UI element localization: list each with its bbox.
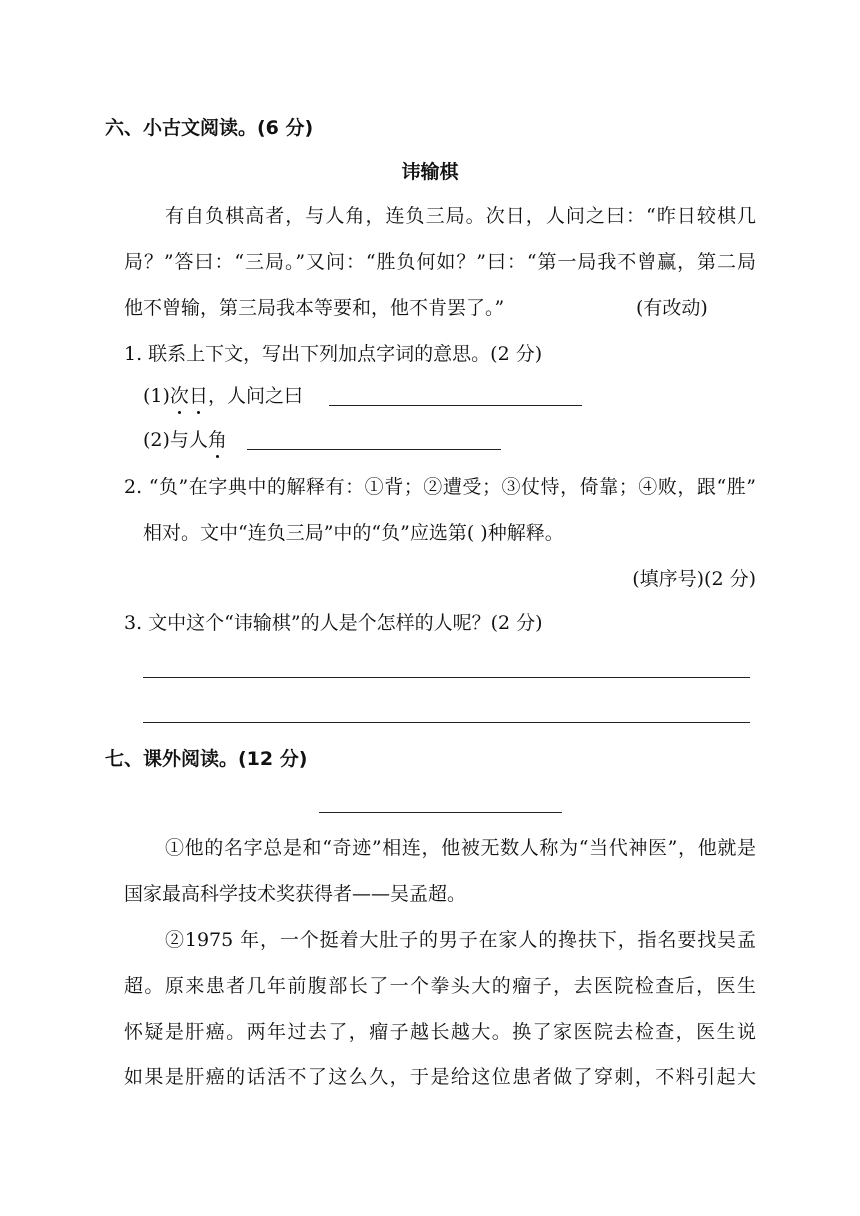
dotted-char-ri: 日 bbox=[188, 385, 208, 407]
answer-line-1-2[interactable] bbox=[247, 449, 501, 450]
passage-line-1: 有自负棋高者，与人角，连负三局。次日，人问之曰：“昨日较棋几 bbox=[165, 205, 756, 227]
p2-line-2: 超。原来患者几年前腹部长了一个拳头大的瘤子，去医院检查后，医生 bbox=[124, 975, 756, 997]
dotted-char-jiao: 角 bbox=[207, 429, 227, 451]
answer-line-3-2[interactable] bbox=[143, 722, 750, 723]
passage-source-note: (有改动) bbox=[636, 297, 708, 319]
p2-line-3: 怀疑是肝癌。两年过去了，瘤子越长越大。换了家医院去检查，医生说 bbox=[124, 1021, 756, 1043]
passage-line-3: 他不曾输，第三局我本等要和，他不肯罢了。” bbox=[124, 297, 505, 319]
item-1-rest: ，人问之曰 bbox=[207, 385, 303, 407]
question-2-line-1: 2. “负”在字典中的解释有：①背；②遭受；③仗恃，倚靠；④败，跟“胜” bbox=[124, 476, 756, 498]
question-2-line-2: 相对。文中“连负三局”中的“负”应选第( )种解释。 bbox=[143, 522, 564, 544]
question-3-stem: 3. 文中这个“讳输棋”的人是个怎样的人呢？(2 分) bbox=[124, 612, 543, 634]
p2-line-4: 如果是肝癌的话活不了这么久，于是给这位患者做了穿刺，不料引起大 bbox=[124, 1066, 756, 1088]
dotted-char-ci: 次 bbox=[169, 385, 189, 407]
item-2-prefix: (2)与人 bbox=[143, 429, 208, 451]
section7-heading: 七、课外阅读。(12 分) bbox=[105, 748, 308, 770]
answer-line-3-1[interactable] bbox=[143, 677, 750, 678]
answer-line-1-1[interactable] bbox=[329, 405, 582, 406]
p2-line-1: ②1975 年，一个挺着大肚子的男子在家人的搀扶下，指名要找吴孟 bbox=[165, 929, 756, 951]
question-1-item-2 bbox=[143, 428, 227, 452]
passage-title: 讳输棋 bbox=[401, 161, 459, 183]
question-1-item-1 bbox=[143, 384, 303, 408]
passage-line-2: 局？”答曰：“三局。”又问：“胜负何如？”曰：“第一局我不曾赢，第二局 bbox=[124, 251, 756, 273]
p1-line-2: 国家最高科学技术奖获得者——吴孟超。 bbox=[124, 883, 467, 905]
section6-heading: 六、小古文阅读。(6 分) bbox=[105, 117, 314, 139]
p1-line-1: ①他的名字总是和“奇迹”相连，他被无数人称为“当代神医”，他就是 bbox=[165, 837, 756, 859]
item-1-prefix: (1) bbox=[143, 385, 170, 407]
question-2-note: (填序号)(2 分) bbox=[632, 568, 756, 590]
title-blank-line[interactable] bbox=[319, 812, 562, 813]
question-1-stem: 1. 联系上下文，写出下列加点字词的意思。(2 分) bbox=[124, 343, 543, 365]
